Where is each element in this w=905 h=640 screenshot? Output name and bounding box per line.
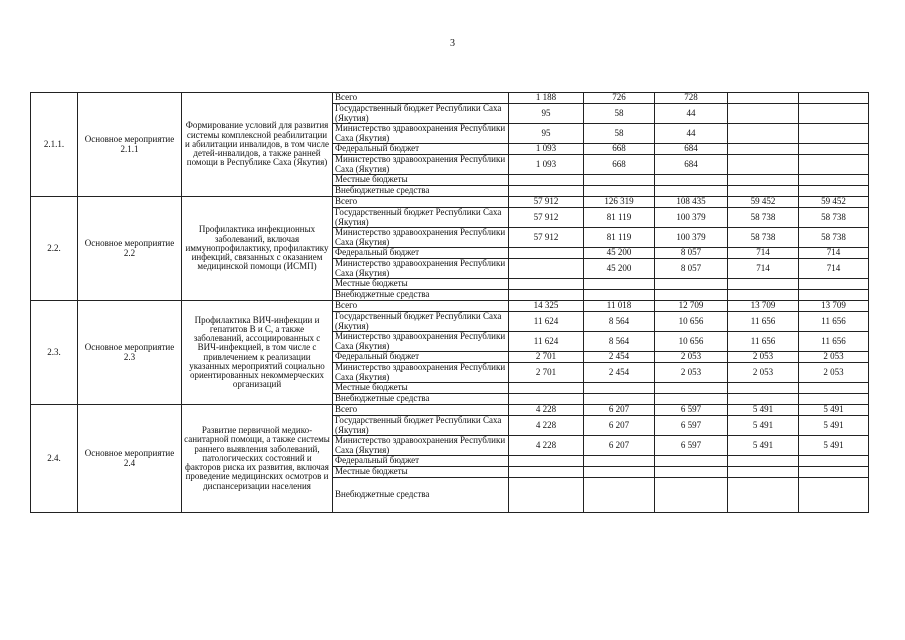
value-cell: 44 (655, 104, 728, 124)
value-cell: 714 (799, 259, 869, 279)
value-cell: 8 057 (655, 259, 728, 279)
value-cell (728, 478, 799, 513)
value-cell: 6 597 (655, 436, 728, 456)
value-cell: 11 624 (509, 312, 584, 332)
funding-source: Федеральный бюджет (333, 248, 509, 259)
value-cell: 2 053 (655, 363, 728, 383)
value-cell (799, 124, 869, 144)
funding-source: Внебюджетные средства (333, 290, 509, 301)
value-cell (728, 144, 799, 155)
value-cell (509, 186, 584, 197)
value-cell: 95 (509, 104, 584, 124)
value-cell (799, 144, 869, 155)
value-cell: 668 (584, 155, 655, 175)
value-cell: 8 564 (584, 332, 655, 352)
value-cell (799, 383, 869, 394)
value-cell (728, 290, 799, 301)
table-body (31, 93, 869, 513)
value-cell (509, 394, 584, 405)
value-cell: 726 (584, 93, 655, 104)
block-number: 2.3. (31, 301, 78, 405)
value-cell: 11 656 (728, 332, 799, 352)
value-cell: 58 (584, 124, 655, 144)
value-cell: 2 454 (584, 352, 655, 363)
block-description: Развитие первичной медико-санитарной помощи, а также системы раннего выявления заболеваний, патологических состояний и факторов риска их развития, включая проведение медицинских осмотров и диспансеризации населения (182, 405, 333, 513)
value-cell: 8 057 (655, 248, 728, 259)
value-cell: 2 053 (728, 352, 799, 363)
funding-source: Всего (333, 93, 509, 104)
block-name: Основное мероприятие 2.2 (78, 197, 182, 301)
value-cell (655, 290, 728, 301)
value-cell (728, 104, 799, 124)
value-cell: 57 912 (509, 208, 584, 228)
value-cell: 2 454 (584, 363, 655, 383)
value-cell: 5 491 (799, 405, 869, 416)
block-description: Профилактика инфекционных заболеваний, включая иммунопрофилактику, профилактику инфекций, связанных с оказанием медицинской помощи (ИСМП) (182, 197, 333, 301)
value-cell: 11 656 (799, 312, 869, 332)
value-cell: 44 (655, 124, 728, 144)
value-cell (584, 478, 655, 513)
value-cell: 1 093 (509, 155, 584, 175)
value-cell: 58 (584, 104, 655, 124)
value-cell: 108 435 (655, 197, 728, 208)
value-cell: 6 597 (655, 405, 728, 416)
value-cell: 5 491 (799, 436, 869, 456)
funding-source: Всего (333, 405, 509, 416)
block-description: Формирование условий для развития системы комплексной реабилитации и абилитации инвалидов, в том числе детей-инвалидов, а также ранней помощи в Республике Саха (Якутия) (182, 93, 333, 197)
value-cell (584, 186, 655, 197)
funding-source: Министерство здравоохранения Республики Саха (Якутия) (333, 124, 509, 144)
block-name: Основное мероприятие 2.3 (78, 301, 182, 405)
table-row (31, 405, 869, 416)
value-cell: 5 491 (728, 436, 799, 456)
value-cell: 100 379 (655, 228, 728, 248)
value-cell: 95 (509, 124, 584, 144)
value-cell: 58 738 (799, 208, 869, 228)
value-cell (799, 456, 869, 467)
funding-source: Министерство здравоохранения Республики Саха (Якутия) (333, 436, 509, 456)
value-cell (728, 467, 799, 478)
value-cell: 6 207 (584, 405, 655, 416)
block-name: Основное мероприятие 2.4 (78, 405, 182, 513)
value-cell (799, 394, 869, 405)
value-cell: 8 564 (584, 312, 655, 332)
value-cell (655, 456, 728, 467)
value-cell (509, 175, 584, 186)
value-cell: 4 228 (509, 416, 584, 436)
value-cell (509, 456, 584, 467)
value-cell: 14 325 (509, 301, 584, 312)
value-cell (655, 478, 728, 513)
value-cell: 5 491 (799, 416, 869, 436)
funding-source: Внебюджетные средства (333, 478, 509, 513)
funding-source: Министерство здравоохранения Республики Саха (Якутия) (333, 259, 509, 279)
value-cell: 714 (799, 248, 869, 259)
funding-source: Министерство здравоохранения Республики Саха (Якутия) (333, 155, 509, 175)
funding-source: Министерство здравоохранения Республики Саха (Якутия) (333, 363, 509, 383)
page-number: 3 (450, 38, 455, 49)
value-cell (655, 186, 728, 197)
value-cell (728, 186, 799, 197)
funding-source: Внебюджетные средства (333, 186, 509, 197)
budget-table (30, 92, 869, 513)
value-cell (799, 104, 869, 124)
value-cell (799, 290, 869, 301)
funding-source: Федеральный бюджет (333, 352, 509, 363)
value-cell: 684 (655, 155, 728, 175)
value-cell: 2 701 (509, 363, 584, 383)
value-cell (799, 467, 869, 478)
value-cell: 6 597 (655, 416, 728, 436)
block-number: 2.1.1. (31, 93, 78, 197)
value-cell: 59 452 (728, 197, 799, 208)
value-cell (728, 124, 799, 144)
value-cell: 5 491 (728, 416, 799, 436)
value-cell: 2 701 (509, 352, 584, 363)
value-cell: 13 709 (728, 301, 799, 312)
value-cell (584, 290, 655, 301)
value-cell (584, 383, 655, 394)
funding-source: Местные бюджеты (333, 383, 509, 394)
value-cell (655, 279, 728, 290)
value-cell: 57 912 (509, 228, 584, 248)
funding-source: Государственный бюджет Республики Саха (Якутия) (333, 312, 509, 332)
value-cell: 11 656 (799, 332, 869, 352)
funding-source: Государственный бюджет Республики Саха (Якутия) (333, 416, 509, 436)
block-description: Профилактика ВИЧ-инфекции и гепатитов B и C, а также заболеваний, ассоциированных с ВИЧ-инфекцией, в том числе с привлечением к реализации указанных мероприятий социально ориентированных некоммерческих организаций (182, 301, 333, 405)
value-cell (799, 93, 869, 104)
value-cell: 6 207 (584, 416, 655, 436)
value-cell (799, 478, 869, 513)
value-cell (509, 383, 584, 394)
value-cell: 11 656 (728, 312, 799, 332)
value-cell (509, 259, 584, 279)
value-cell: 2 053 (728, 363, 799, 383)
value-cell (728, 456, 799, 467)
value-cell: 45 200 (584, 248, 655, 259)
value-cell: 6 207 (584, 436, 655, 456)
value-cell (728, 394, 799, 405)
value-cell: 58 738 (728, 228, 799, 248)
funding-source: Местные бюджеты (333, 279, 509, 290)
value-cell: 126 319 (584, 197, 655, 208)
value-cell: 2 053 (799, 352, 869, 363)
value-cell: 4 228 (509, 436, 584, 456)
value-cell: 5 491 (728, 405, 799, 416)
value-cell: 81 119 (584, 228, 655, 248)
value-cell: 57 912 (509, 197, 584, 208)
value-cell: 58 738 (799, 228, 869, 248)
value-cell: 714 (728, 248, 799, 259)
value-cell: 2 053 (655, 352, 728, 363)
table-row (31, 197, 869, 208)
value-cell: 4 228 (509, 405, 584, 416)
value-cell: 1 093 (509, 144, 584, 155)
value-cell (584, 456, 655, 467)
value-cell (728, 93, 799, 104)
value-cell (728, 155, 799, 175)
value-cell: 728 (655, 93, 728, 104)
value-cell: 11 018 (584, 301, 655, 312)
value-cell (509, 478, 584, 513)
block-name: Основное мероприятие 2.1.1 (78, 93, 182, 197)
block-number: 2.4. (31, 405, 78, 513)
value-cell: 45 200 (584, 259, 655, 279)
value-cell (728, 279, 799, 290)
value-cell: 2 053 (799, 363, 869, 383)
value-cell (655, 394, 728, 405)
value-cell: 11 624 (509, 332, 584, 352)
value-cell (584, 279, 655, 290)
funding-source: Министерство здравоохранения Республики Саха (Якутия) (333, 332, 509, 352)
value-cell: 714 (728, 259, 799, 279)
value-cell: 58 738 (728, 208, 799, 228)
value-cell (799, 279, 869, 290)
funding-source: Всего (333, 197, 509, 208)
value-cell: 684 (655, 144, 728, 155)
value-cell: 10 656 (655, 312, 728, 332)
value-cell (509, 248, 584, 259)
value-cell (509, 279, 584, 290)
value-cell (799, 175, 869, 186)
value-cell: 12 709 (655, 301, 728, 312)
funding-source: Местные бюджеты (333, 467, 509, 478)
funding-source: Министерство здравоохранения Республики Саха (Якутия) (333, 228, 509, 248)
value-cell: 59 452 (799, 197, 869, 208)
value-cell (728, 175, 799, 186)
value-cell (728, 383, 799, 394)
value-cell (584, 175, 655, 186)
value-cell: 13 709 (799, 301, 869, 312)
value-cell (584, 467, 655, 478)
funding-source: Местные бюджеты (333, 175, 509, 186)
funding-source: Внебюджетные средства (333, 394, 509, 405)
value-cell (509, 290, 584, 301)
value-cell (799, 155, 869, 175)
value-cell: 668 (584, 144, 655, 155)
value-cell: 10 656 (655, 332, 728, 352)
funding-source: Государственный бюджет Республики Саха (Якутия) (333, 104, 509, 124)
value-cell (655, 175, 728, 186)
block-number: 2.2. (31, 197, 78, 301)
value-cell (655, 467, 728, 478)
value-cell: 100 379 (655, 208, 728, 228)
value-cell (584, 394, 655, 405)
value-cell (655, 383, 728, 394)
funding-source: Государственный бюджет Республики Саха (Якутия) (333, 208, 509, 228)
value-cell (799, 186, 869, 197)
value-cell: 1 188 (509, 93, 584, 104)
funding-source: Всего (333, 301, 509, 312)
funding-source: Федеральный бюджет (333, 456, 509, 467)
table-row (31, 93, 869, 104)
table-row (31, 301, 869, 312)
value-cell (509, 467, 584, 478)
value-cell: 81 119 (584, 208, 655, 228)
funding-source: Федеральный бюджет (333, 144, 509, 155)
